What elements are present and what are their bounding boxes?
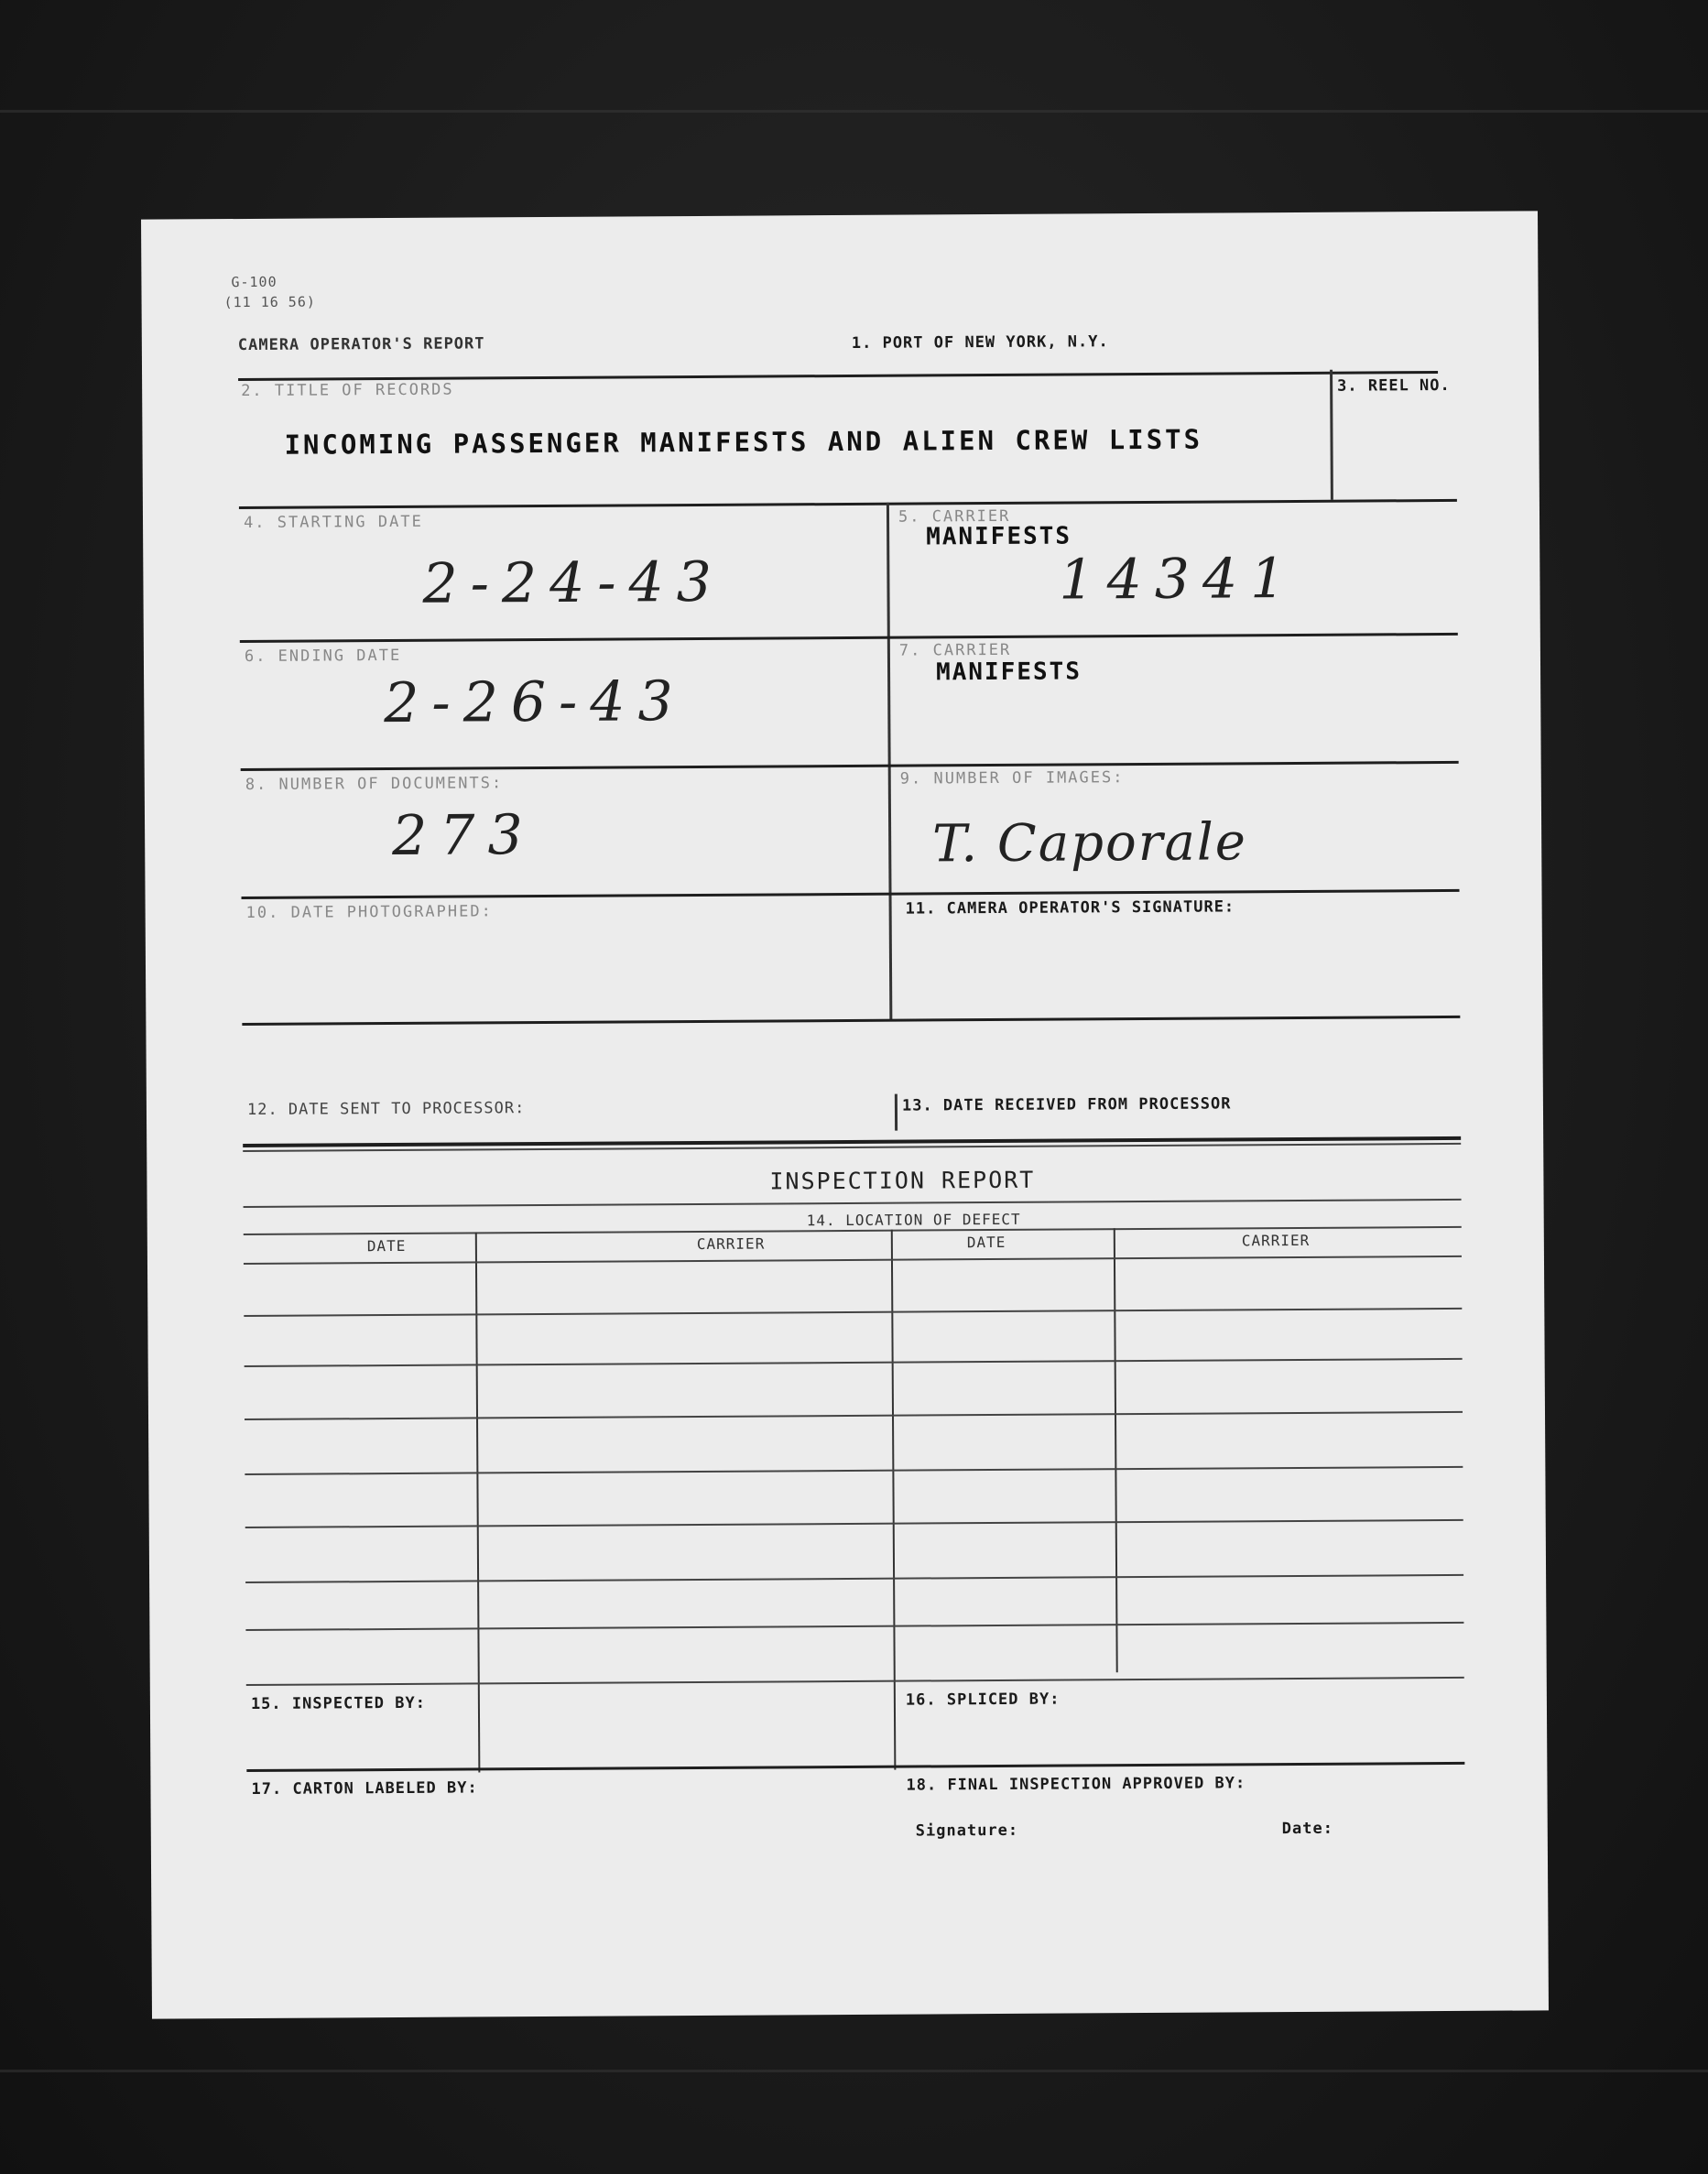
operator-signature: T. Caporale: [931, 812, 1248, 875]
starting-carrier-value: MANIFESTS: [926, 522, 1072, 551]
date-received-label: 13. DATE RECEIVED FROM PROCESSOR: [901, 1094, 1232, 1115]
records-top-line: [238, 371, 1438, 381]
port-label: 1. PORT OF NEW YORK, N.Y.: [851, 332, 1109, 353]
table-row: [245, 1574, 1463, 1583]
records-title: INCOMING PASSENGER MANIFESTS AND ALIEN CREW LISTS: [284, 423, 1203, 461]
row15-bottom-line: [246, 1762, 1464, 1772]
row8-bottom-line: [242, 889, 1460, 899]
form-sheet: [141, 211, 1549, 2018]
starting-carrier-label: 5. CARRIER: [898, 506, 1011, 527]
table-row: [245, 1519, 1463, 1528]
col-carrier-1: CARRIER: [696, 1234, 766, 1253]
records-label: 2. TITLE OF RECORDS: [241, 380, 454, 401]
col-date-2: DATE: [966, 1233, 1006, 1252]
starting-date-value: 2-24-43: [422, 549, 725, 616]
row10-bottom-line: [242, 1016, 1460, 1026]
documents-label: 8. NUMBER OF DOCUMENTS:: [245, 774, 504, 794]
images-label: 9. NUMBER OF IMAGES:: [899, 768, 1125, 788]
form-number: G-100: [231, 273, 277, 291]
defect-label: 14. LOCATION OF DEFECT: [806, 1210, 1021, 1230]
documents-value: 273: [391, 803, 536, 869]
starting-carrier-number: 14341: [1059, 546, 1299, 613]
form-title: CAMERA OPERATOR'S REPORT: [237, 334, 485, 355]
form-date: (11 16 56): [223, 293, 316, 311]
table-row: [245, 1622, 1463, 1631]
ending-carrier-value: MANIFESTS: [935, 658, 1082, 687]
table-row: [244, 1255, 1462, 1265]
row4-bottom-line: [240, 633, 1458, 643]
records-bottom-line: [239, 499, 1457, 509]
starting-date-label: 4. STARTING DATE: [243, 512, 423, 532]
center-divider: [887, 503, 892, 1020]
table-row: [245, 1358, 1463, 1367]
reel-label: 3. REEL NO.: [1337, 375, 1451, 396]
signature-label: Signature:: [915, 1821, 1019, 1841]
spliced-by-label: 16. SPLICED BY:: [905, 1690, 1061, 1710]
row6-bottom-line: [241, 761, 1459, 771]
inspection-title: INSPECTION REPORT: [769, 1166, 1036, 1195]
carton-label: 17. CARTON LABELED BY:: [251, 1778, 478, 1799]
ending-carrier-label: 7. CARRIER: [898, 640, 1012, 660]
date-photographed-label: 10. DATE PHOTOGRAPHED:: [245, 902, 493, 922]
row12-divider: [895, 1094, 898, 1131]
col-date-1: DATE: [366, 1236, 407, 1255]
date-label: Date:: [1281, 1819, 1334, 1839]
table-row: [246, 1677, 1464, 1686]
inspection-title-line: [244, 1199, 1462, 1208]
date-sent-label: 12. DATE SENT TO PROCESSOR:: [246, 1099, 526, 1119]
inspected-by-label: 15. INSPECTED BY:: [250, 1693, 426, 1713]
col-carrier-2: CARRIER: [1241, 1231, 1311, 1250]
reel-divider: [1330, 370, 1333, 500]
table-row: [245, 1411, 1463, 1420]
operator-signature-label: 11. CAMERA OPERATOR'S SIGNATURE:: [905, 897, 1235, 919]
table-col-line-3: [1114, 1228, 1118, 1672]
table-row: [245, 1466, 1463, 1475]
table-row: [244, 1308, 1462, 1317]
final-inspection-label: 18. FINAL INSPECTION APPROVED BY:: [906, 1774, 1246, 1795]
ending-date-label: 6. ENDING DATE: [244, 646, 402, 666]
ending-date-value: 2-26-43: [384, 669, 686, 736]
